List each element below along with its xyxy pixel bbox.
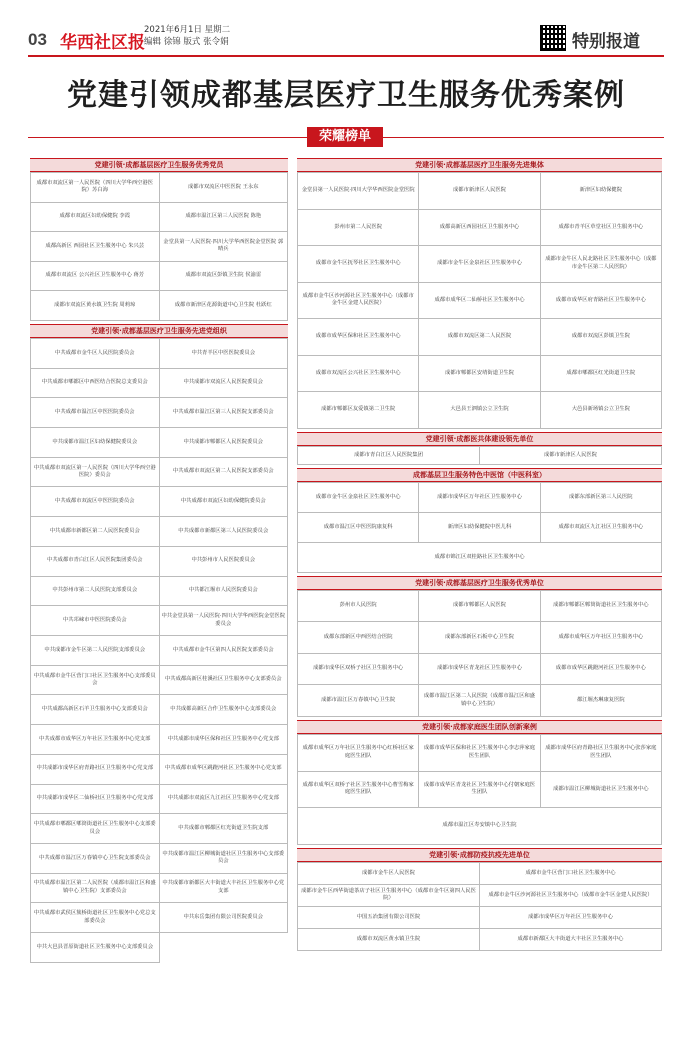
section-title: 党建引领·成都家庭医生团队创新案例 xyxy=(297,720,662,734)
honoree-cell: 成都市金牛区金泉社区卫生服务中心 xyxy=(419,246,540,283)
honoree-cell: 中共成都市成华区保和社区卫生服务中心党支部 xyxy=(159,725,288,755)
section-title: 党建引领·成都基层医疗卫生服务先进集体 xyxy=(297,158,662,172)
honoree-cell: 金堂县第一人民医院·四川大学华西医院金堂医院 xyxy=(298,173,419,210)
honoree-cell: 金堂县第一人民医院·四川大学华西医院金堂医院 郭晴兵 xyxy=(159,232,288,262)
honoree-cell: 成都市新津区花源街道中心卫生院 杜跃红 xyxy=(159,291,288,321)
honoree-cell: 中共都江堰市人民医院委员会 xyxy=(159,576,288,606)
honoree-cell: 成都市新都区大丰街道大丰社区卫生服务中心 xyxy=(480,928,662,950)
section-title: 党建引领·成都医共体建设领先单位 xyxy=(297,432,662,446)
honoree-cell: 大邑县新场镇公立卫生院 xyxy=(540,392,661,429)
table-row xyxy=(31,232,288,262)
right-column xyxy=(297,158,662,951)
honoree-cell: 中共成都市郫都区中西医结合医院总支委员会 xyxy=(31,368,160,398)
honoree-cell: 中共东岳集团有限公司医院委员会 xyxy=(159,903,288,933)
honoree-cell: 成都市温江区柳城街道社区卫生服务中心 xyxy=(540,771,661,808)
section-title: 党建引领·成都基层医疗卫生服务优秀党员 xyxy=(30,158,288,172)
honoree-cell: 中国五冶集团有限公司医院 xyxy=(298,906,480,928)
newspaper-brand: 华西社区报 xyxy=(60,33,145,53)
section-title: 党建引领·成都基层医疗卫生服务优秀单位 xyxy=(297,576,662,590)
issue-date: 2021年6月1日 星期二 xyxy=(144,25,231,35)
honoree-cell: 中共成都市温江区第二人民医院（成都市温江区和盛镇中心卫生院）支部委员会 xyxy=(31,873,160,903)
table-row xyxy=(31,636,288,666)
table-row xyxy=(31,173,288,203)
table-row xyxy=(31,457,288,487)
honoree-table xyxy=(30,172,288,321)
honoree-cell: 成都市成华区双桥子社区卫生服务中心 xyxy=(298,653,419,685)
table-row xyxy=(298,653,662,685)
honoree-cell: 中共彭州市第二人民医院支部委员会 xyxy=(31,576,160,606)
table-row xyxy=(31,487,288,517)
honoree-cell: 成都市双流区彭镇卫生院 xyxy=(540,319,661,356)
table-row xyxy=(298,446,662,464)
honoree-cell: 成都市成华区万年社区卫生服务中心红桥社区家庭医生团队 xyxy=(298,734,419,771)
honoree-cell: 中共大邑县晋原街道社区卫生服务中心支部委员会 xyxy=(31,933,160,963)
table-row xyxy=(298,906,662,928)
honoree-table xyxy=(297,862,662,951)
honoree-cell: 中共成都市温江区柳城街道社区卫生服务中心支部委员会 xyxy=(159,843,288,873)
honoree-cell: 成都市成华区保和社区卫生服务中心 xyxy=(298,319,419,356)
honoree-cell: 成都市双流区中医医院 王永东 xyxy=(159,173,288,203)
table-row xyxy=(31,291,288,321)
honoree-cell: 中共成都市新都区第三人民医院委员会 xyxy=(159,517,288,547)
honoree-cell: 成都市双流区九江社区卫生服务中心 xyxy=(540,512,661,542)
honoree-cell: 中共成都市双流区九江社区卫生服务中心党支部 xyxy=(159,784,288,814)
honoree-cell: 中共成都市金牛区第四人民医院支部委员会 xyxy=(159,636,288,666)
honoree-cell: 成都东部新区第三人民医院 xyxy=(540,482,661,512)
table-row xyxy=(31,814,288,844)
table-row xyxy=(298,209,662,246)
table-row xyxy=(298,355,662,392)
table-row xyxy=(298,392,662,429)
honoree-cell: 成都市温江区中医医院康复科 xyxy=(298,512,419,542)
honoree-cell: 新津区妇幼保健院 xyxy=(540,173,661,210)
honoree-cell: 成都市金牛区抚琴社区卫生服务中心 xyxy=(298,246,419,283)
honoree-cell: 成都市成华区青龙社区卫生服务中心付朝家庭医生团队 xyxy=(419,771,540,808)
table-row xyxy=(298,246,662,283)
honoree-cell: 成都市双流区公兴社区卫生服务中心 xyxy=(298,355,419,392)
honoree-cell: 成都市成华区万年社区卫生服务中心 xyxy=(480,906,662,928)
honoree-cell: 成都市双流区黄水镇卫生院 周莉琼 xyxy=(31,291,160,321)
honoree-cell: 中共成都高新区桂溪社区卫生服务中心支部委员会 xyxy=(159,665,288,695)
honoree-cell: 成都市郫都区友爱镇第二卫生院 xyxy=(298,392,419,429)
table-row xyxy=(298,884,662,906)
table-row xyxy=(298,282,662,319)
honoree-cell: 成都市郫都区红光街道卫生院 xyxy=(540,355,661,392)
page-number: 03 xyxy=(28,30,47,49)
honoree-cell: 中共成都市温江区中医医院委员会 xyxy=(31,398,160,428)
table-row xyxy=(31,338,288,368)
honoree-cell: 成都市金牛区沙河源社区卫生服务中心（成都市金牛区金建人民医院） xyxy=(480,884,662,906)
table-row xyxy=(31,576,288,606)
honoree-cell: 成都市金牛区金泉社区卫生服务中心 xyxy=(298,482,419,512)
honoree-cell: 中共成都市双流区妇幼保健院委员会 xyxy=(159,487,288,517)
honoree-cell: 中共成都市温江区妇幼保健院委员会 xyxy=(31,428,160,458)
honoree-cell: 中共成都市金牛区第二人民医院支部委员会 xyxy=(31,636,160,666)
table-row xyxy=(298,512,662,542)
honoree-cell: 成都市成华区二仙桥社区卫生服务中心 xyxy=(419,282,540,319)
honoree-cell: 成都市金牛区人民北路社区卫生服务中心（成都市金牛区第二人民医院） xyxy=(540,246,661,283)
table-row xyxy=(298,862,662,884)
honoree-cell: 中共成都市新都区第二人民医院委员会 xyxy=(31,517,160,547)
table-row xyxy=(298,771,662,808)
table-row xyxy=(298,808,662,845)
masthead xyxy=(0,0,690,62)
honoree-cell: 中共彭州市人民医院委员会 xyxy=(159,546,288,576)
honoree-cell: 成都市成华区万年社区卫生服务中心 xyxy=(419,482,540,512)
honoree-cell: 成都市郫都区郫筒街道社区卫生服务中心 xyxy=(540,590,661,622)
honoree-table xyxy=(297,734,662,845)
honoree-table xyxy=(297,172,662,429)
honoree-cell: 成都市金牛区人民医院 xyxy=(298,862,480,884)
honoree-table xyxy=(297,482,662,573)
table-row xyxy=(31,873,288,903)
honoree-cell: 成都市成华区府青路社区卫生服务中心张莎家庭医生团队 xyxy=(540,734,661,771)
table-row xyxy=(31,784,288,814)
qr-code-icon xyxy=(540,25,566,51)
honoree-cell: 成都市双流区 公兴社区卫生服务中心 蒋芳 xyxy=(31,261,160,291)
table-row xyxy=(31,546,288,576)
honoree-cell: 成都市双流区彭镇卫生院 侯渝雷 xyxy=(159,261,288,291)
honoree-cell: 中共金堂县第一人民医院·四川大学华西医院金堂医院委员会 xyxy=(159,606,288,636)
honoree-cell: 彭州市人民医院 xyxy=(298,590,419,622)
honoree-cell: 成都市双流区第一人民医院（四川大学华西空港医院）苏白海 xyxy=(31,173,160,203)
table-row xyxy=(298,319,662,356)
honoree-cell: 成都市温江区第二人民医院（成都市温江区和盛镇中心卫生院） xyxy=(419,685,540,717)
honoree-cell: 中共成都市成华区二仙桥社区卫生服务中心党支部 xyxy=(31,784,160,814)
honoree-cell: 都江堰杰琳康复医院 xyxy=(540,685,661,717)
honoree-cell: 中共成都市武侯区簇桥街道社区卫生服务中心党总支部委员会 xyxy=(31,903,160,933)
honoree-cell: 成都市双流区黄水镇卫生院 xyxy=(298,928,480,950)
section-title: 党建引领·成都基层医疗卫生服务先进党组织 xyxy=(30,324,288,338)
honoree-cell: 成都市青羊区草堂社区卫生服务中心 xyxy=(540,209,661,246)
honoree-cell: 成都市成华区府青路社区卫生服务中心 xyxy=(540,282,661,319)
honoree-cell: 成都市成华区万年社区卫生服务中心 xyxy=(540,622,661,654)
honoree-cell: 中共青羊区中医医院委员会 xyxy=(159,338,288,368)
honoree-cell: 中共成都高新区合作卫生服务中心支部委员会 xyxy=(159,695,288,725)
table-row xyxy=(31,933,288,963)
table-row xyxy=(31,398,288,428)
honoree-cell: 成都市金牛区营门口社区卫生服务中心 xyxy=(480,862,662,884)
table-row xyxy=(31,903,288,933)
honoree-cell: 成都市双流区第二人民医院 xyxy=(419,319,540,356)
table-row xyxy=(31,368,288,398)
honoree-cell: 中共成都市温江区第三人民医院支部委员会 xyxy=(159,398,288,428)
honoree-cell: 新津区妇幼保健院中医儿科 xyxy=(419,512,540,542)
honoree-cell: 中共成都高新区石羊卫生服务中心支部委员会 xyxy=(31,695,160,725)
table-row xyxy=(298,482,662,512)
honoree-cell: 中共成都市金牛区营门口社区卫生服务中心支部委员会 xyxy=(31,665,160,695)
honoree-cell: 成都市郫都区人民医院 xyxy=(419,590,540,622)
honoree-cell: 成都市双流区妇幼保健院 李霞 xyxy=(31,202,160,232)
honoree-cell: 成都市温江区万春镇中心卫生院 xyxy=(298,685,419,717)
honoree-cell: 成都市新津区人民医院 xyxy=(419,173,540,210)
honoree-cell: 成都东部新区中西医结合医院 xyxy=(298,622,419,654)
honor-list-ribbon: 荣耀榜单 xyxy=(307,127,383,147)
section-name: 特别报道 xyxy=(572,32,640,52)
honoree-cell: 中共成都市金牛区人民医院委员会 xyxy=(31,338,160,368)
honoree-cell: 成都高新区西园社区卫生服务中心 xyxy=(419,209,540,246)
honoree-table xyxy=(297,590,662,717)
table-row xyxy=(298,590,662,622)
honoree-cell: 中共成都市温江区万春镇中心卫生院支部委员会 xyxy=(31,843,160,873)
honoree-cell: 成都市金牛区沙河源社区卫生服务中心（成都市金牛区金建人民医院） xyxy=(298,282,419,319)
page-headline: 党建引领成都基层医疗卫生服务优秀案例 xyxy=(67,78,625,113)
left-column xyxy=(30,158,288,963)
honoree-cell: 中共成都市成华区府青路社区卫生服务中心党支部 xyxy=(31,754,160,784)
section-title: 成都基层卫生服务特色中医馆（中医科室） xyxy=(297,468,662,482)
honoree-table xyxy=(30,338,288,963)
honoree-cell: 中共成都市双流区人民医院委员会 xyxy=(159,368,288,398)
honoree-cell: 大邑县王泗镇公立卫生院 xyxy=(419,392,540,429)
honoree-cell: 成都市金牛区西华街道茶店子社区卫生服务中心（成都市金牛区第四人民医院） xyxy=(298,884,480,906)
honoree-cell: 中共成都市双流区第一人民医院（四川大学华西空港医院）委员会 xyxy=(31,457,160,487)
table-row xyxy=(31,428,288,458)
honoree-cell: 中共成都市郫都区红光街道卫生院支部 xyxy=(159,814,288,844)
honoree-cell: 成都高新区 西园社区卫生服务中心 朱兴芸 xyxy=(31,232,160,262)
honoree-cell: 中共成都市郫都区郫筒街道社区卫生服务中心支部委员会 xyxy=(31,814,160,844)
table-row xyxy=(31,695,288,725)
masthead-rule xyxy=(28,55,664,57)
honoree-cell: 成都市郫都区安靖街道卫生院 xyxy=(419,355,540,392)
honoree-cell: 中共成都市双流区中医医院委员会 xyxy=(31,487,160,517)
honoree-cell: 中共成都市双流区第二人民医院支部委员会 xyxy=(159,457,288,487)
honoree-cell: 成都市成华区保和社区卫生服务中心李志萍家庭医生团队 xyxy=(419,734,540,771)
table-row xyxy=(298,734,662,771)
honoree-cell: 中共成都市新都区大丰街道大丰社区卫生服务中心党支部 xyxy=(159,873,288,903)
honoree-cell: 彭州市第二人民医院 xyxy=(298,209,419,246)
honoree-cell: 中共成都市青白江区人民医院集团委员会 xyxy=(31,546,160,576)
honoree-cell: 中共成都市成华区万年社区卫生服务中心党支部 xyxy=(31,725,160,755)
table-row xyxy=(31,665,288,695)
honoree-cell: 成都市温江区寿安镇中心卫生院 xyxy=(298,808,662,845)
honoree-cell: 成都市新津区人民医院 xyxy=(480,446,662,464)
honoree-cell: 中共邛崃市中医医院委员会 xyxy=(31,606,160,636)
table-row xyxy=(31,843,288,873)
honoree-cell: 成都市青白江区人民医院集团 xyxy=(298,446,480,464)
honoree-cell: 成都市温江区第三人民医院 陈艳 xyxy=(159,202,288,232)
honoree-cell: 成都市成华区双桥子社区卫生服务中心曹雪梅家庭医生团队 xyxy=(298,771,419,808)
editor-credits: 编辑 徐锦 版式 张令娟 xyxy=(144,37,229,47)
table-row xyxy=(298,542,662,572)
section-title: 党建引领·成都防疫抗疫先进单位 xyxy=(297,848,662,862)
dateline xyxy=(144,24,230,48)
table-row xyxy=(298,173,662,210)
table-row xyxy=(31,754,288,784)
table-row xyxy=(298,685,662,717)
table-row xyxy=(31,606,288,636)
honoree-table xyxy=(297,446,662,465)
honoree-cell: 成都东部新区石板中心卫生院 xyxy=(419,622,540,654)
honoree-cell: 成都市锦江区双桂路社区卫生服务中心 xyxy=(298,542,662,572)
honoree-cell: 成都市成华区青龙社区卫生服务中心 xyxy=(419,653,540,685)
table-row xyxy=(298,928,662,950)
table-row xyxy=(31,202,288,232)
honoree-cell: 成都市成华区跳蹬河社区卫生服务中心 xyxy=(540,653,661,685)
table-row xyxy=(31,725,288,755)
table-row xyxy=(31,261,288,291)
table-row xyxy=(298,622,662,654)
honoree-cell: 中共成都市郫都区人民医院委员会 xyxy=(159,428,288,458)
honoree-cell: 中共成都市成华区跳蹬河社区卫生服务中心党支部 xyxy=(159,754,288,784)
table-row xyxy=(31,517,288,547)
